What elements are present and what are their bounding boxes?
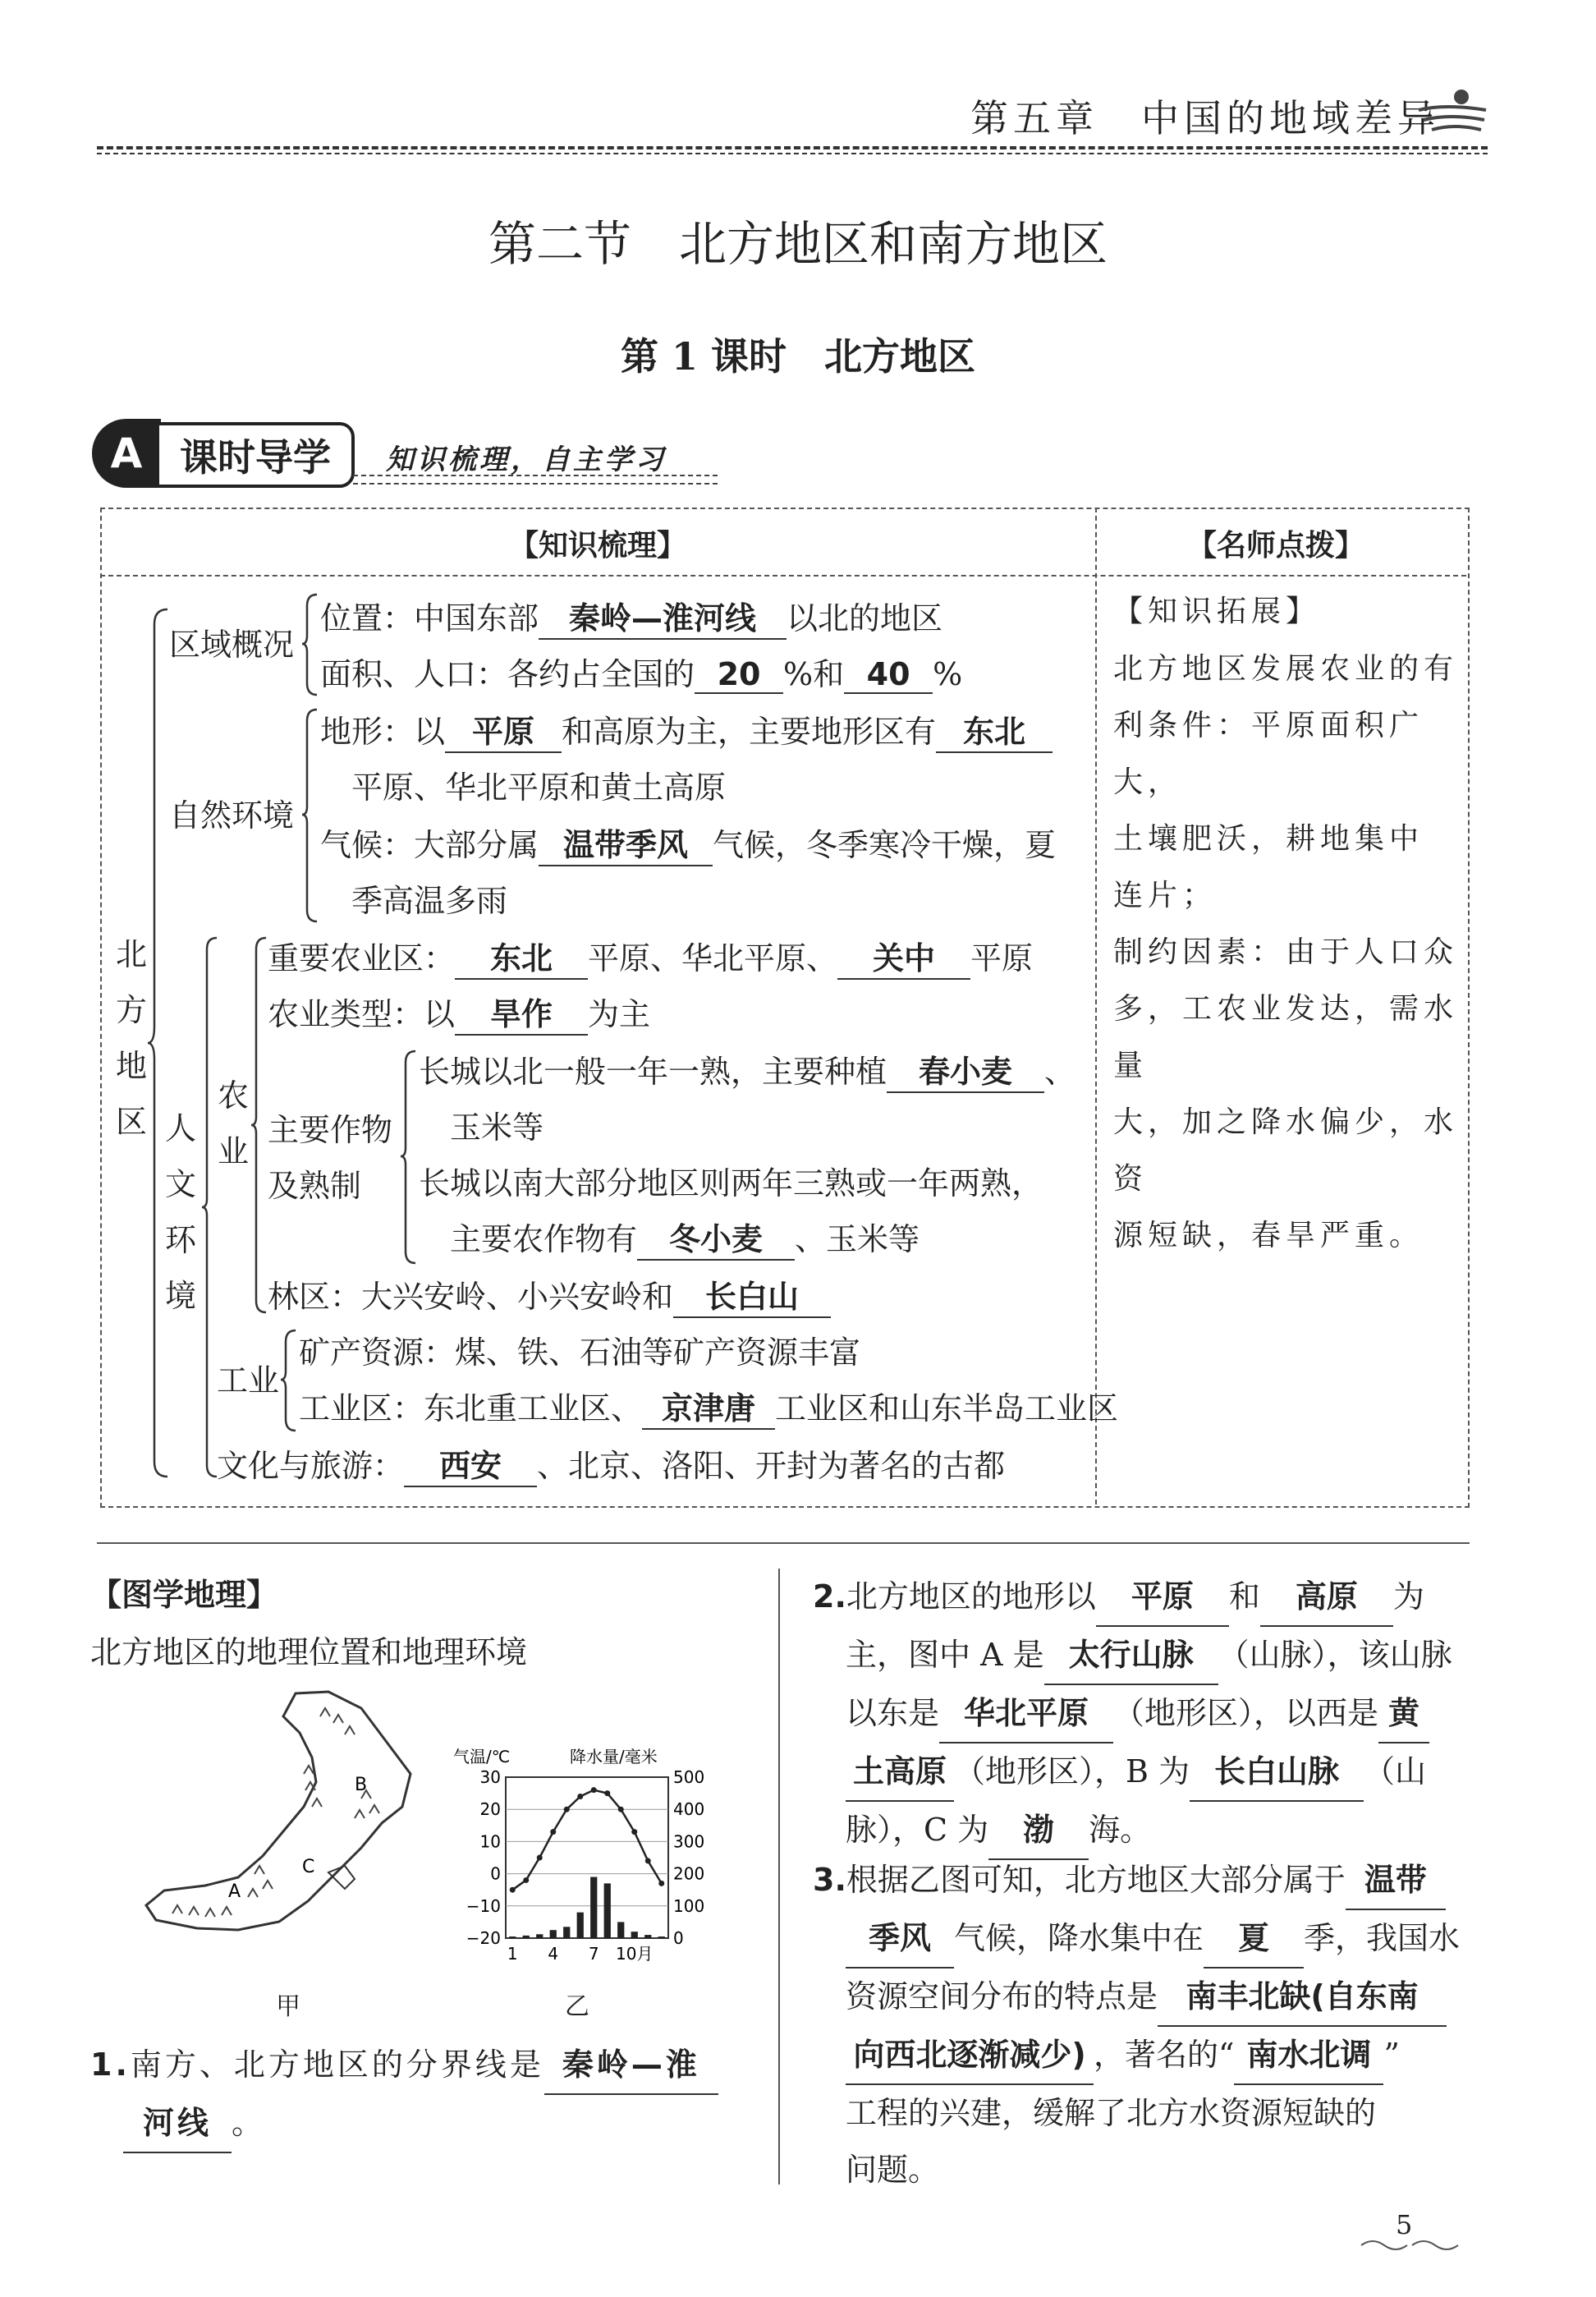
lesson-title: 第 1 课时 北方地区 <box>620 334 976 379</box>
precipitation-bar <box>563 1927 570 1938</box>
banner-subtitle: 知识梳理，自主学习 <box>386 443 667 476</box>
temperature-point <box>591 1787 597 1793</box>
chart-ytick-right: 200 <box>673 1863 705 1884</box>
column-separator <box>778 1569 780 2184</box>
section-banner <box>92 419 355 488</box>
terrain-line: 地形：以 平原 和高原为主，主要地形区有 东北 <box>320 706 1053 753</box>
chart-xtick: 4 <box>548 1944 559 1964</box>
table-head-right: 【名师点拨】 <box>1187 529 1365 563</box>
crop-label: 主要作物 及熟制 <box>268 1112 393 1204</box>
climate-line: 气候：大部分属 温带季风 气候，冬季寒冷干燥，夏 <box>320 820 1056 866</box>
chart-ytick-right: 0 <box>673 1928 684 1948</box>
crop-south-line: 长城以南大部分地区则两年三熟或一年两熟， <box>419 1165 1043 1201</box>
precipitation-bar <box>658 1936 665 1938</box>
question-3: 3.根据乙图可知，北方地区大部分属于 温带 季风 气候，降水集中在 夏 季，我国水 资源空间分布的特点是 南丰北缺(自东南 向西北逐渐减少) ，著名的“ 南水北调 ” 工程的兴建，缓解了北方水资源短缺的 问题。 <box>813 1852 1470 2198</box>
chart-ytick-left: −20 <box>466 1928 501 1948</box>
industry-brace <box>279 1329 297 1432</box>
precipitation-bar <box>536 1934 543 1938</box>
map-point-c: C <box>302 1857 315 1877</box>
industry-label: 工业 <box>217 1362 280 1399</box>
precipitation-bar <box>577 1913 584 1938</box>
section-separator <box>97 1542 1470 1544</box>
precipitation-bar <box>523 1936 530 1938</box>
chart-ytick-right: 500 <box>673 1767 705 1787</box>
forest-line: 林区：大兴安岭、小兴安岭和 长白山 <box>268 1271 831 1318</box>
temperature-point <box>577 1794 583 1799</box>
chart-ytick-right: 100 <box>673 1895 705 1916</box>
temperature-point <box>604 1790 610 1796</box>
chapter-header: 第五章 中国的地域差异 <box>970 96 1440 140</box>
natural-brace <box>300 708 319 923</box>
temperature-point <box>537 1855 543 1861</box>
map-point-b: B <box>355 1775 368 1795</box>
temperature-point <box>658 1881 664 1886</box>
terrain-line-2: 平原、华北平原和黄土高原 <box>351 769 727 806</box>
tip-text: 北方地区发展农业的有 利条件：平原面积广大， 土壤肥沃，耕地集中 连片； 制约因素：由于人口众 多，工农业发达，需水量 大，加之降水偏少，水资 源短缺，春旱严重。 <box>1113 652 1459 1252</box>
precipitation-bar <box>631 1932 638 1938</box>
area-population-line: 面积、人口：各约占全国的 20 %和 40 % <box>320 656 963 692</box>
precipitation-bar <box>644 1935 651 1938</box>
map-section-subtitle: 北方地区的地理位置和地理环境 <box>90 1634 528 1670</box>
map-label: 甲 <box>276 1992 300 2021</box>
precipitation-bar <box>604 1883 611 1938</box>
chart-frame <box>506 1777 668 1938</box>
chart-ytick-left: 10 <box>479 1831 501 1852</box>
chart-xtick: 7 <box>588 1944 599 1964</box>
industrial-zone-line: 工业区：东北重工业区、 京津唐 工业区和山东半岛工业区 <box>299 1383 1118 1430</box>
crop-brace <box>399 1050 417 1265</box>
root-label: 北方地区 <box>115 936 147 1140</box>
banner-rule-2 <box>353 483 718 485</box>
north-region-map <box>140 1684 452 1946</box>
position-line: 位置：中国东部 秦岭—淮河线 以北的地区 <box>320 593 942 640</box>
chart-ytick-left: 0 <box>490 1863 501 1884</box>
table-header-divider <box>100 575 1466 577</box>
question-2: 2.北方地区的地形以 平原 和 高原 为 主，图中 A 是 太行山脉 （山脉），该山脉 以东是 华北平原 （地形区），以西是 黄 土高原 （地形区），B 为 长白山脉 （山 脉），C 为 渤 海。 <box>813 1569 1470 1860</box>
human-environment-label: 人文环境 <box>164 1110 196 1314</box>
table-column-divider <box>1095 508 1097 1505</box>
temperature-point <box>645 1858 651 1863</box>
precipitation-bar <box>617 1922 624 1938</box>
precipitation-bar <box>550 1930 557 1938</box>
table-head-left: 【知识梳理】 <box>509 529 687 563</box>
mineral-line: 矿产资源：煤、铁、石油等矿产资源丰富 <box>299 1335 861 1371</box>
temperature-line <box>512 1790 662 1890</box>
climate-chart <box>453 1741 732 1987</box>
temperature-point <box>564 1807 570 1812</box>
decorative-swirl-icon <box>1356 2235 1463 2255</box>
header-rule <box>97 146 1488 149</box>
region-overview-label: 区域概况 <box>169 627 295 663</box>
chart-ylabel-right: 降水量/毫米 <box>570 1747 658 1766</box>
question-1: 1.南方、北方地区的分界线是 秦岭—淮 河线 。 <box>90 2037 755 2153</box>
region-overview-brace <box>300 593 319 696</box>
header-rule-thin <box>97 153 1488 154</box>
temperature-point <box>550 1829 556 1835</box>
climate-line-2: 季高温多雨 <box>351 883 508 919</box>
natural-environment-label: 自然环境 <box>169 797 295 834</box>
chart-ytick-left: 30 <box>479 1767 501 1787</box>
crop-north-line: 长城以北一般一年一熟，主要种植 春小麦 、 <box>419 1046 1075 1093</box>
agriculture-brace <box>250 936 268 1314</box>
precipitation-bar <box>509 1936 516 1938</box>
decorative-flower-icon <box>1412 85 1491 138</box>
crop-north-line-2: 玉米等 <box>450 1109 544 1146</box>
chart-ytick-right: 300 <box>673 1831 705 1852</box>
chart-ytick-left: −10 <box>466 1895 501 1916</box>
chart-xtick: 1 <box>507 1944 518 1964</box>
temperature-point <box>631 1829 637 1835</box>
root-brace <box>146 608 171 1478</box>
banner-title: 课时导学 <box>156 422 355 488</box>
chart-ytick-left: 20 <box>479 1799 501 1820</box>
banner-badge: A <box>92 419 161 488</box>
section-title: 第二节 北方地区和南方地区 <box>488 216 1108 272</box>
culture-line: 文化与旅游： 西安 、北京、洛阳、开封为著名的古都 <box>217 1440 1005 1487</box>
human-brace <box>200 936 218 1478</box>
chart-ytick-right: 400 <box>673 1799 705 1820</box>
crop-south-line-2: 主要农作物有 冬小麦 、玉米等 <box>450 1214 920 1261</box>
banner-rule <box>353 475 718 476</box>
page-number: 5 <box>1396 2209 1413 2240</box>
agri-type-line: 农业类型：以 旱作 为主 <box>268 989 650 1036</box>
temperature-point <box>618 1807 624 1812</box>
agriculture-label: 农业 <box>217 1077 249 1169</box>
temperature-point <box>510 1887 516 1893</box>
agri-area-line: 重要农业区： 东北 平原、华北平原、 关中 平原 <box>268 933 1033 980</box>
precipitation-bar <box>590 1877 597 1938</box>
tip-title: 【知识拓展】 <box>1113 595 1321 628</box>
temperature-point <box>523 1877 529 1883</box>
chart-label: 乙 <box>565 1992 589 2021</box>
chart-xtick: 10月 <box>616 1944 654 1964</box>
map-point-a: A <box>228 1881 241 1902</box>
chart-ylabel-left: 气温/℃ <box>453 1747 511 1766</box>
map-section-title: 【图学地理】 <box>90 1577 278 1613</box>
